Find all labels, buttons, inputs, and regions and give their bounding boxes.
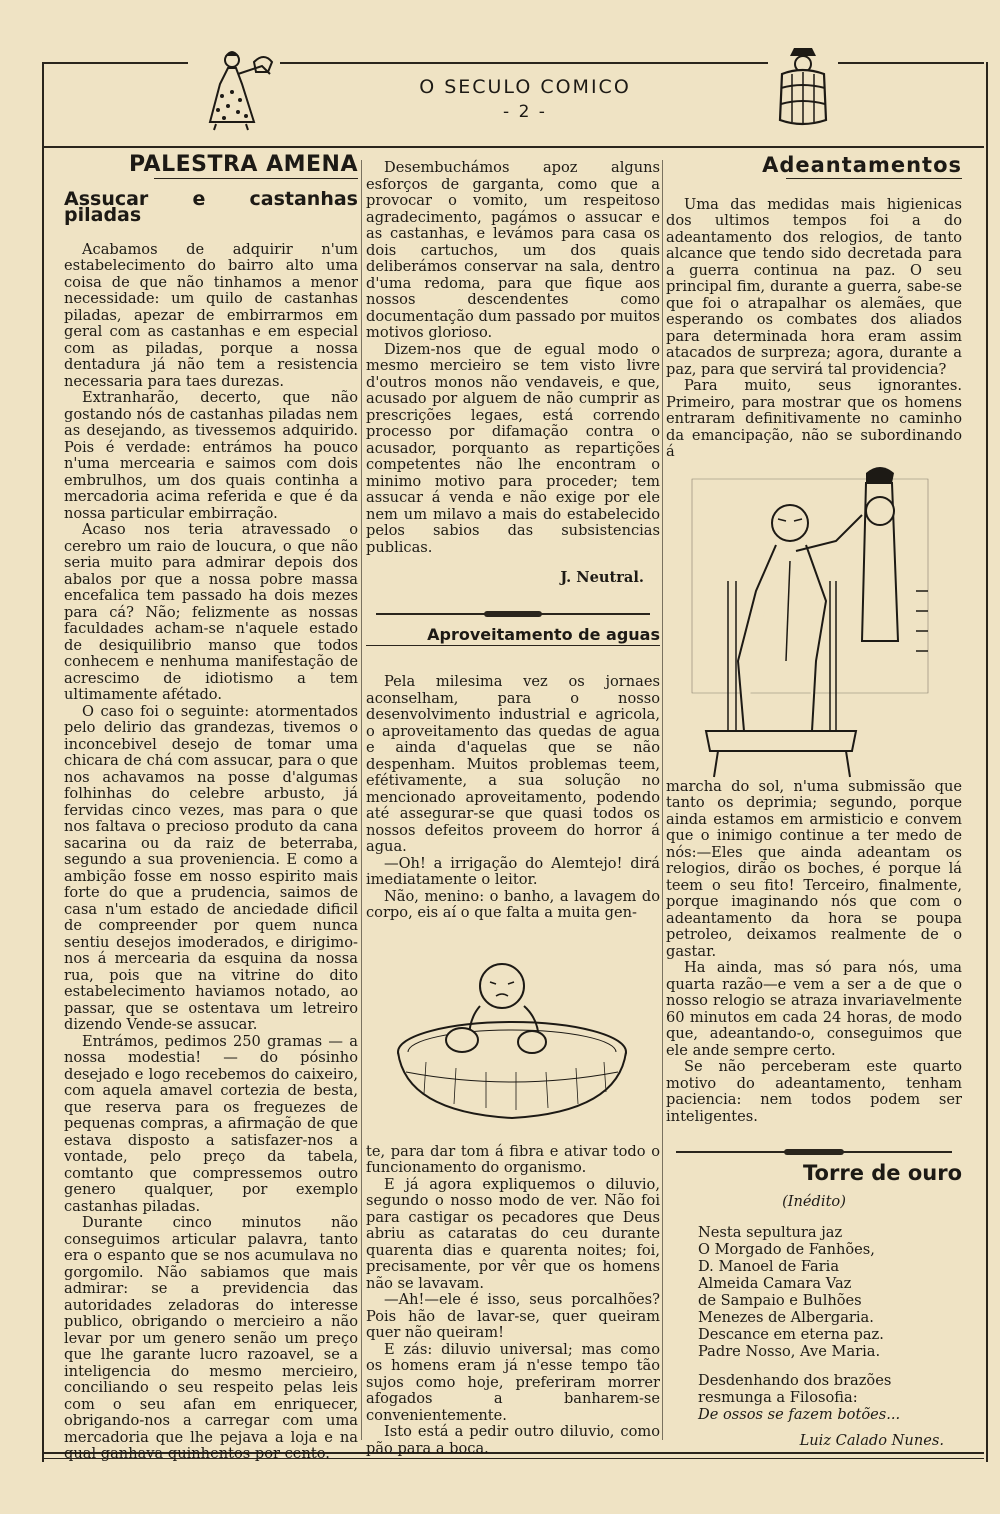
paragraph: Entrámos, pedimos 250 gramas — a nossa modestia! — do pósinho desejado e logo recebemos do caixeiro, com aquela amavel cortezia de besta, que reserva para os freguezes de pequenas compras, a afirmação de que estava disposto a satisfazer-nos a vontade, pelo preço da tabela, comtanto que compressemos outro genero qualquer, por exemplo castanhas piladas. [64, 1032, 358, 1215]
poem-line: O Morgado de Fanhões, [698, 1241, 875, 1258]
paragraph: —Oh! a irrigação do Alemtejo! dirá imediatamente o leitor. [366, 854, 660, 888]
column-2 [366, 160, 660, 1457]
paragraph: E já agora expliquemos o diluvio, segundo o nosso modo de ver. Não foi para castigar os pecadores que Deus abriu as cataratas do ceu durante quarenta dias e quarenta noites; foi, precisamente, por vêr que os homens não se lavavam. [366, 1175, 660, 1292]
ornamental-divider [666, 1149, 962, 1155]
poem-line: Padre Nosso, Ave Maria. [698, 1343, 881, 1360]
column-divider-2 [662, 160, 663, 1440]
paragraph: marcha do sol, n'uma submissão que tanto os deprimia; segundo, porque ainda estamos em armisticio e convem que o inimigo continue a ter medo de nós:—Eles que ainda adeantam os relogios, dirão os boches, é porque lá teem o seu fito! Terceiro, finalmente, porque imaginando nós que com o adeantamento da hora se poupa petroleo, deixamos realmente de o gastar. [666, 777, 962, 960]
article-title: Assucar e castanhas piladas [64, 187, 358, 226]
masthead [300, 76, 750, 122]
paragraph: Uma das medidas mais higienicas dos ultimos tempos foi a do adeantamento dos relogios, de tanto alcance que tendo sido decretada para a guerra continua na paz. O seu principal fim, durante a guerra, sabe-se que foi o atrapalhar os alemães, que esperando os combates dos aliados para determinada hora eram assim atacados de surpreza; agora, durante a paz, para que servirá tal providencia? [666, 195, 962, 378]
woman-with-basket-icon [192, 44, 276, 132]
top-rule-middle [280, 62, 768, 64]
column-divider-1 [361, 160, 362, 1440]
top-rule-right [838, 62, 984, 64]
page-number: - 2 - [503, 102, 547, 122]
paragraph: Extranharão, decerto, que não gostando nós de castanhas piladas nem as desejando, as tivessemos adquirido. Pois é verdade: entrámos ha pouco n'uma mercearia e saimos com dois embrulhos, um dos quais continha a mercadoria acima referida e que é da nossa particular embirração. [64, 389, 358, 522]
clock-man-illustration [666, 461, 962, 779]
paragraph: —Ah!—ele é isso, seus porcalhões? Pois hão de lavar-se, quer queiram quer não queiram! [366, 1291, 660, 1341]
paragraph: Ha ainda, mas só para nós, uma quarta razão—e vem a ser a de que o nosso relogio se atraza invariavelmente 60 minutos em cada 24 horas, de modo que, adeantando-o, conseguimos que ele ande sempre certo. [666, 959, 962, 1059]
poem-line: de Sampaio e Bulhões [698, 1292, 862, 1309]
bathtub-illustration [366, 922, 660, 1144]
signature: J. Neutral. [560, 569, 644, 586]
column-3 [666, 153, 962, 1450]
header-rule [42, 146, 984, 148]
paragraph: Se não perceberam este quarto motivo do adeantamento, tenham paciencia: nem todos podem ser inteligentes. [666, 1058, 962, 1125]
paragraph: Pela milesima vez os jornaes aconselham, para o nosso desenvolvimento industrial e agricola, o aproveitamento das quedas de agua e ainda d'aquelas que se não despenham. Muitos problemas teem, efétivamente, a sua solução no mencionado aproveitamento, podendo até assegurar-se que quasi todos os nossos defeitos proveem do horror á agua. [366, 673, 660, 855]
section-title-rule [154, 178, 358, 179]
top-rule-left [42, 62, 188, 64]
paragraph: Acabamos de adquirir n'um estabelecimento do bairro alto uma coisa de que não tinhamos a menor necessidade: um quilo de castanhas piladas, apezar de embirrarmos em geral com as castanhas e em especial com as piladas, porque a nossa dentadura já não tem a resistencia necessaria para taes durezas. [64, 240, 358, 390]
poem-line: Desdenhando dos brazões [698, 1372, 892, 1389]
paragraph: te, para dar tom á fibra e ativar todo o funcionamento do organismo. [366, 1142, 660, 1176]
ornamental-divider [366, 611, 660, 617]
poem-line: resmunga a Filosofia: [698, 1389, 858, 1406]
column-1 [64, 152, 358, 1463]
paragraph: Para muito, seus ignorantes. Primeiro, para mostrar que os homens entraram definitivamente no caminho da emancipação, não se subordinando á [666, 377, 962, 460]
article-title: Aproveitamento de aguas [366, 627, 660, 647]
poem-line: Descance em eterna paz. [698, 1326, 884, 1343]
paragraph: Isto está a pedir outro diluvio, como pão para a boca. [366, 1423, 660, 1457]
poem-note: (Inédito) [782, 1192, 846, 1210]
poem-line: Almeida Camara Vaz [698, 1275, 852, 1292]
poem-line: Nesta sepultura jaz [698, 1224, 843, 1241]
paragraph: Durante cinco minutos não conseguimos articular palavra, tanto era o espanto que se nos acumulava no gorgomilo. Não sabiamos que mais admirar: se a previdencia das autoridades zeladoras do interesse publico, obrigando o mercieiro a não levar por um genero senão um preço que lhe garante lucro razoavel, se a inteligencia do mesmo mercieiro, conciliando o seu respeito pelas leis com o seu afan em enriquecer, obrigando-nos a carregar com uma mercadoria que lhe pejava a loja e na qual ganhava quinhentos por cento. [64, 1214, 358, 1462]
paragraph: Dizem-nos que de egual modo o mesmo mercieiro se tem visto livre d'outros monos não vendaveis, e que, acusado por alguem de não cumprir as prescrições legaes, está correndo processo por difamação contra o acusador, porquanto as repartições competentes não lhe encontram o minimo motivo para proceder; tem assucar á venda e não exige por ele nem um milavo a mais do estabelecido pelos sabios das subsistencias publicas. [366, 340, 660, 556]
paragraph: Não, menino: o banho, a lavagem do corpo, eis aí o que falta a muita gen- [366, 887, 660, 921]
poem-line: Menezes de Albergaria. [698, 1309, 874, 1326]
paragraph: E zás: diluvio universal; mas como os homens eram já n'esse tempo tão sujos como hoje, preferiram morrer afogados a banharem-se convenientemente. [366, 1340, 660, 1424]
poem [666, 1224, 962, 1423]
section-title: PALESTRA AMENA [128, 152, 358, 177]
barrel-figure-icon [772, 44, 832, 130]
paragraph: Desembuchámos apoz alguns esforços de garganta, como que a provocar o vomito, um respeitoso agradecimento, pagámos o assucar e as castanhas, e levámos para casa os dois cartuchos, um dos quais deliberámos conservar na sala, dentro d'uma redoma, para que fique aos nossos descendentes como documentação dum passado por muitos motivos glorioso. [366, 159, 660, 341]
poem-author: Luiz Calado Nunes. [799, 1432, 944, 1449]
poem-line: De ossos se fazem botões... [698, 1406, 901, 1423]
article-title: Adeantamentos [762, 153, 962, 177]
masthead-title: O SECULO COMICO [419, 76, 631, 98]
poem-title: Torre de ouro [803, 1161, 962, 1185]
paragraph: Acaso nos teria atravessado o cerebro um raio de loucura, o que não seria muito para admirar depois dos abalos por que a nossa pobre massa encefalica tem passado ha dois mezes para cá? Não; felizmente as nossas faculdades acham-se n'aquele estado de desiquilibrio manso que todos conhecem e nenhuma manifestação de acrescimo de idiotismo a tem ultimamente afétado. [64, 521, 358, 703]
poem-line: D. Manoel de Faria [698, 1258, 840, 1275]
article-title-rule [786, 178, 962, 179]
paragraph: O caso foi o seguinte: atormentados pelo delirio das grandezas, tivemos o inconcebivel desejo de tomar uma chicara de chá com assucar, para o que nos achavamos na posse d'algumas folhinhas do celebre arbusto, já fervidas cinco vezes, mas para o que nos faltava o precioso produto da cana sacarina ou da raiz de beterraba, segundo a sua proveniencia. E como a ambição fosse em nosso espirito mais forte do que a prudencia, saimos de casa n'um estado de anciedade dificil de compreender por quem nunca sentiu desejos imoderados, e dirigimo-nos á mercearia da esquina da nossa rua, pois que na vitrine do dito estabelecimento haviamos notado, ao passar, que se ostentava um letreiro dizendo Vende-se assucar. [64, 702, 358, 1033]
